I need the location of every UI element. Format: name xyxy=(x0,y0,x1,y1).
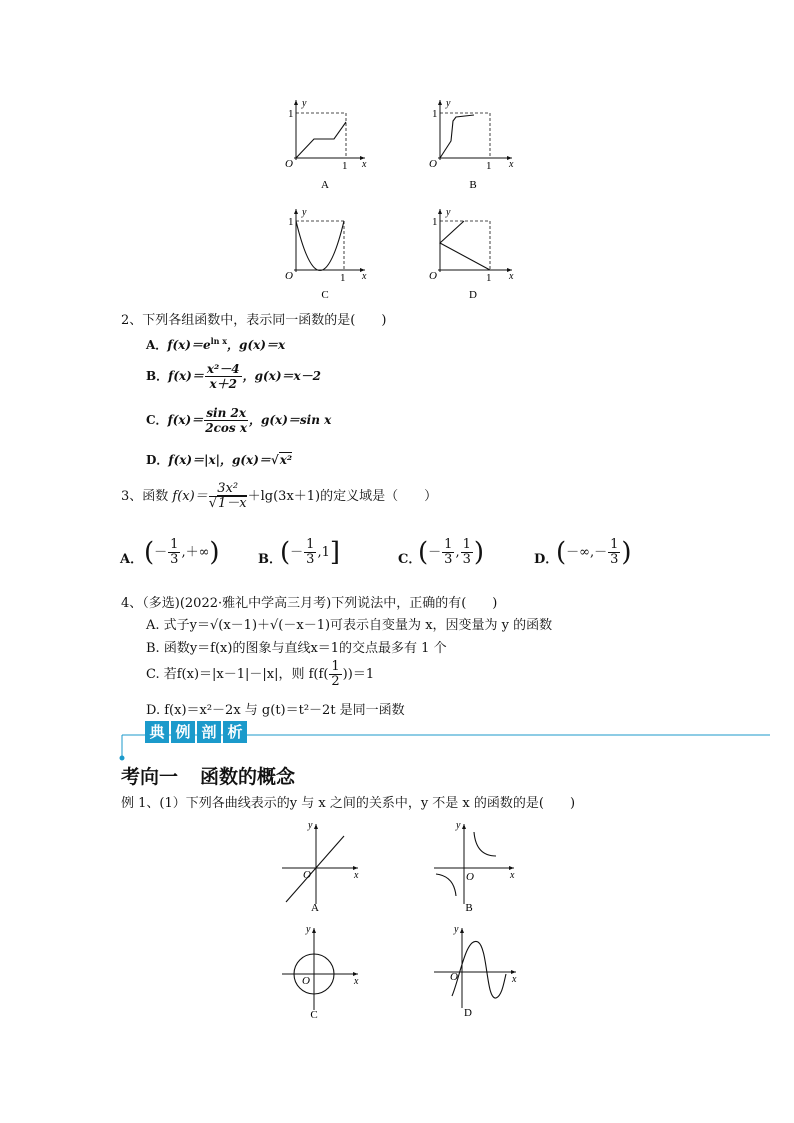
x-axis-label: x xyxy=(509,271,514,282)
banner-char: 析 xyxy=(223,721,247,743)
origin-label: O xyxy=(466,871,474,883)
q2-option-c xyxy=(146,406,331,435)
denominator: 3 xyxy=(306,552,315,567)
q4c-prefix: C. 若f(x)＝|x－1|－|x|，则 f(f( xyxy=(146,667,329,682)
origin-label: O xyxy=(429,158,437,170)
q2a-f: f(x)＝e xyxy=(167,338,211,352)
numerator: 1 xyxy=(306,537,315,552)
q2c-f: f(x)＝ xyxy=(167,413,204,427)
tick-one-y: 1 xyxy=(288,108,294,120)
bound: －∞,－ xyxy=(566,545,608,560)
denominator: 3 xyxy=(170,552,179,567)
q2-stem: 2、下列各组函数中，表示同一函数的是( ) xyxy=(121,313,387,328)
x-axis-label: x xyxy=(512,974,517,985)
graph-label: D xyxy=(469,289,477,301)
numerator: 1 xyxy=(462,537,471,552)
heading-part2: 函数的概念 xyxy=(200,766,296,788)
graph-top-b xyxy=(424,96,520,192)
x-axis-label: x xyxy=(510,870,515,881)
q3-prefix: 3、函数 xyxy=(121,489,169,504)
q2-option-a xyxy=(146,336,285,353)
q4-option-d: D. f(x)＝x²－2x 与 g(t)＝t²－2t 是同一函数 xyxy=(146,703,405,718)
q3-option-c-label: C． xyxy=(398,552,422,567)
q2a-g: ，g(x)＝x xyxy=(227,338,286,352)
graph-label: A xyxy=(311,902,319,914)
option-label: A． xyxy=(146,338,168,352)
banner-char: 例 xyxy=(171,721,195,743)
graph-top-a xyxy=(280,96,370,192)
graph-ex1-a xyxy=(278,818,362,914)
q2c-fraction xyxy=(204,406,248,435)
y-axis-label: y xyxy=(446,207,451,218)
section-heading xyxy=(121,762,295,789)
option-label: B． xyxy=(146,369,169,383)
tick-one-x: 1 xyxy=(342,160,348,172)
minus: － xyxy=(290,545,304,560)
q2b-g: ，g(x)＝x－2 xyxy=(242,369,322,383)
y-axis-label: y xyxy=(454,924,459,935)
q4-stem: 4、（多选)(2022·雅礼中学高三月考)下列说法中，正确的有( ) xyxy=(121,596,498,611)
x-axis-label: x xyxy=(362,159,367,170)
graph-ex1-b xyxy=(430,818,520,914)
numerator: 3x² xyxy=(209,482,247,497)
graph-ex1-c xyxy=(278,922,362,1022)
x-axis-label: x xyxy=(362,271,367,282)
q3-option-c: (－ $\frac{1}{3}$ , $\frac{1}{3}$ ) xyxy=(418,537,485,568)
example1-stem: 例 1、(1）下列各曲线表示的y 与 x 之间的关系中，y 不是 x 的函数的是( ) xyxy=(121,796,576,811)
tick-one-y: 1 xyxy=(432,108,438,120)
y-axis-label: y xyxy=(302,207,307,218)
denominator: 3 xyxy=(444,552,453,567)
minus: － xyxy=(154,545,168,560)
numerator: 1 xyxy=(170,537,179,552)
tick-one-y: 1 xyxy=(288,216,294,228)
origin-label: O xyxy=(450,971,458,983)
q2-option-b xyxy=(146,362,321,391)
x-axis-label: x xyxy=(354,976,359,987)
q4-option-c xyxy=(146,660,374,689)
q2b-fraction xyxy=(205,362,242,391)
radicand: 1－x xyxy=(218,496,247,511)
q3-option-a-label: A． xyxy=(120,552,144,567)
q3-option-b-label: B． xyxy=(258,552,282,567)
tick-one-x: 1 xyxy=(486,160,492,172)
denominator: 3 xyxy=(610,552,619,567)
banner-char: 典 xyxy=(145,721,169,743)
y-axis-label: y xyxy=(456,820,461,831)
q2b-f: f(x)＝ xyxy=(168,369,204,383)
option-label: C． xyxy=(146,413,168,427)
numerator: 1 xyxy=(444,537,453,552)
origin-label: O xyxy=(285,270,293,282)
q2-option-d xyxy=(146,451,292,468)
origin-label: O xyxy=(429,270,437,282)
q2d-radicand: x² xyxy=(279,453,293,467)
sqrt-sign: √ xyxy=(270,453,279,467)
y-axis-label: y xyxy=(306,924,311,935)
bound: ,1 xyxy=(317,545,330,560)
numerator: 1 xyxy=(331,659,340,674)
graph-label: D xyxy=(464,1007,472,1019)
q3-option-a: (－ $\frac{1}{3}$ ,＋∞) xyxy=(144,537,220,568)
denominator: 2cos x xyxy=(205,421,247,435)
q4-option-b: B. 函数y＝f(x)的图象与直线x＝1的交点最多有 1 个 xyxy=(146,641,447,656)
tick-one-x: 1 xyxy=(340,272,346,284)
q3-tail: ＋lg(3x＋1) xyxy=(247,489,321,504)
tick-one-y: 1 xyxy=(432,216,438,228)
q3-fraction xyxy=(209,482,247,511)
graph-label: C xyxy=(321,289,329,301)
q3-option-d-label: D． xyxy=(534,552,559,567)
denominator: 2 xyxy=(331,674,340,689)
q4c-suffix: ))＝1 xyxy=(342,667,375,682)
numerator: x²－4 xyxy=(206,362,240,376)
q2d-f: f(x)＝|x|，g(x)＝ xyxy=(168,453,271,467)
section-banner xyxy=(145,721,247,743)
graph-ex1-d xyxy=(430,922,520,1022)
q2a-exp: ln x xyxy=(210,336,228,346)
y-axis-label: y xyxy=(446,98,451,109)
comma: , xyxy=(455,545,460,560)
q3-option-b: (－ $\frac{1}{3}$ ,1] xyxy=(280,537,341,568)
graph-label: A xyxy=(321,179,329,191)
denominator: x＋2 xyxy=(209,377,237,391)
q3-option-d: (－∞,－ $\frac{1}{3}$ ) xyxy=(556,537,632,568)
graph-label: B xyxy=(469,179,477,191)
numerator: sin 2x xyxy=(206,406,246,420)
y-axis-label: y xyxy=(302,98,307,109)
graph-label: B xyxy=(465,902,473,914)
graph-top-c xyxy=(280,205,370,301)
q3-fx: f(x)＝ xyxy=(172,489,208,504)
option-label: D． xyxy=(146,453,169,467)
origin-label: O xyxy=(285,158,293,170)
origin-label: O xyxy=(302,975,310,987)
q2c-g: ，g(x)＝sin x xyxy=(248,413,332,427)
x-axis-label: x xyxy=(354,870,359,881)
y-axis-label: y xyxy=(308,820,313,831)
numerator: 1 xyxy=(610,537,619,552)
denominator: √1－x xyxy=(208,496,247,511)
graph-top-d xyxy=(424,205,520,301)
minus: － xyxy=(428,545,442,560)
origin-label: O xyxy=(303,869,311,881)
graph-label: C xyxy=(310,1009,318,1021)
heading-part1: 考向一 xyxy=(121,766,179,788)
denominator: 3 xyxy=(462,552,471,567)
bound: ,＋∞ xyxy=(181,545,210,560)
banner-char: 剖 xyxy=(197,721,221,743)
q3-options xyxy=(120,538,680,576)
q4-option-a: A. 式子y＝√(x－1)＋√(－x－1)可表示自变量为 x，因变量为 y 的函数 xyxy=(146,618,553,633)
q3-suffix: 的定义域是（ ） xyxy=(320,489,438,504)
tick-one-x: 1 xyxy=(486,272,492,284)
x-axis-label: x xyxy=(509,159,514,170)
q3-stem xyxy=(121,482,437,511)
